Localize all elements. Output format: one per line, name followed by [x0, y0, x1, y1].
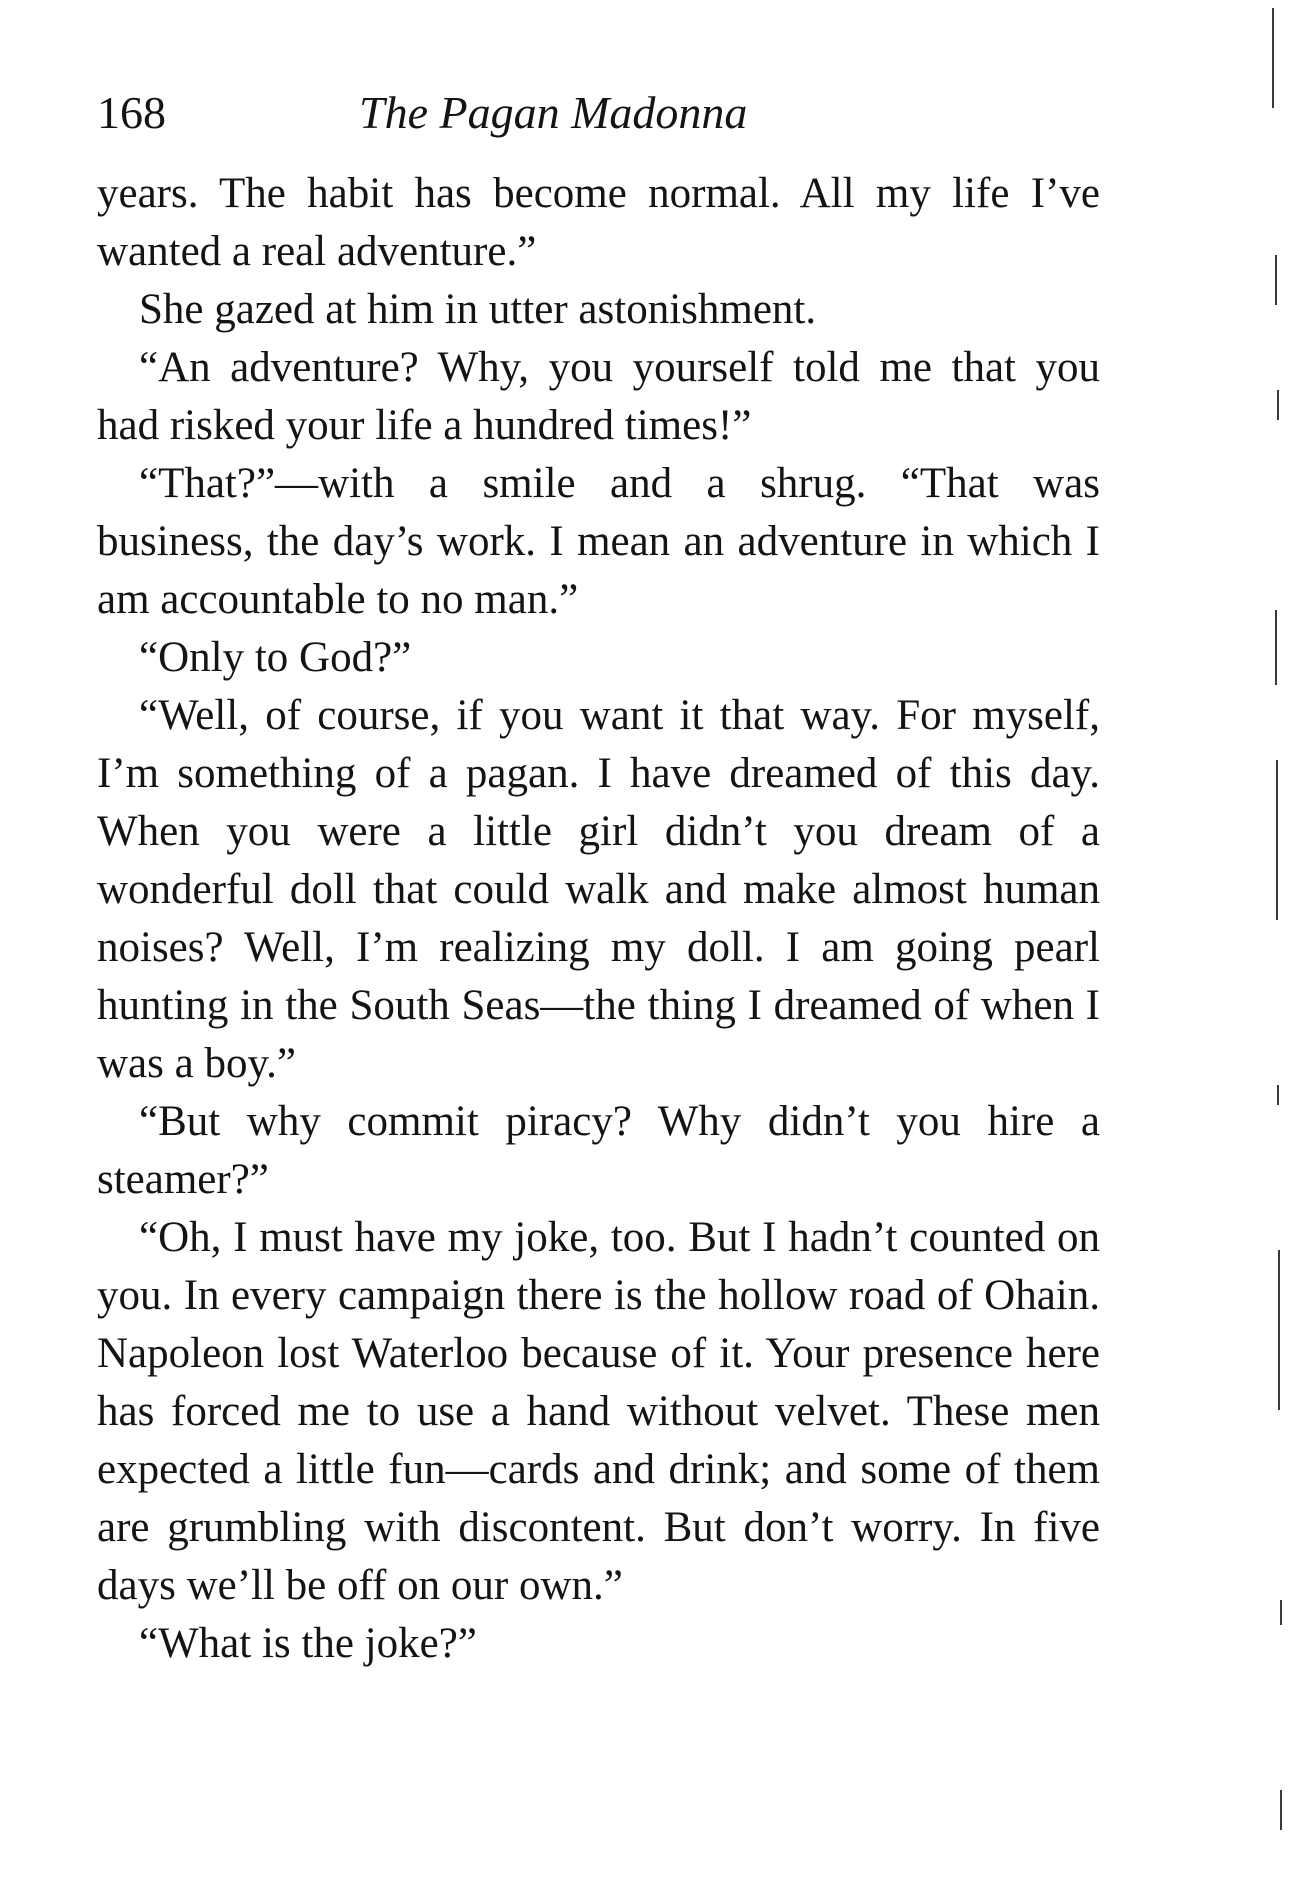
- scan-gutter-mark: [1275, 610, 1277, 685]
- scan-gutter-mark: [1277, 390, 1279, 420]
- paragraph-dialogue: “An adventure? Why, you yourself told me that you had risked your life a hundred times!”: [97, 344, 1100, 449]
- scan-gutter-mark: [1276, 760, 1278, 920]
- paragraph-dialogue: “Well, of course, if you want it that way. For myself, I’m something of a pagan. I have dreamed of this day. When you were a little girl didn’t you dream of a wonderful doll that could walk and make almost human noises? Well, I’m realizing my doll. I am going pearl hunting in the South Seas—the thing I dreamed of when I was a boy.”: [97, 692, 1100, 1087]
- scan-gutter-mark: [1275, 255, 1277, 305]
- scan-gutter-mark: [1280, 1790, 1282, 1830]
- scan-gutter-mark: [1272, 8, 1274, 108]
- paragraph-narration: She gazed at him in utter astonishment.: [139, 286, 817, 333]
- paragraph-dialogue: “That?”—with a smile and a shrug. “That was business, the day’s work. I mean an adventure in which I am accountable to no man.”: [97, 460, 1100, 623]
- paragraph-dialogue: “But why commit piracy? Why didn’t you hire a steamer?”: [97, 1098, 1100, 1203]
- paragraph-dialogue: “What is the joke?”: [139, 1620, 477, 1667]
- paragraph-dialogue: “Oh, I must have my joke, too. But I hadn’t counted on you. In every campaign there is the hollow road of Ohain. Napoleon lost Waterloo because of it. Your presence here has forced me to use a hand without velvet. These men expected a little fun—cards and drink; and some of them are grumbling with discontent. But don’t worry. In five days we’ll be off on our own.”: [97, 1214, 1100, 1609]
- running-head: [97, 80, 1097, 146]
- paragraph-continuation: years. The habit has become normal. All my life I’ve wanted a real adventure.”: [97, 170, 1100, 275]
- scan-gutter-mark: [1277, 1085, 1279, 1105]
- scan-gutter-mark: [1278, 1250, 1280, 1410]
- paragraph-dialogue: “Only to God?”: [139, 634, 412, 681]
- page-number: 168: [97, 87, 166, 138]
- book-title: The Pagan Madonna: [359, 87, 748, 138]
- body-text: [97, 165, 1100, 1673]
- scan-gutter-mark: [1280, 1600, 1282, 1625]
